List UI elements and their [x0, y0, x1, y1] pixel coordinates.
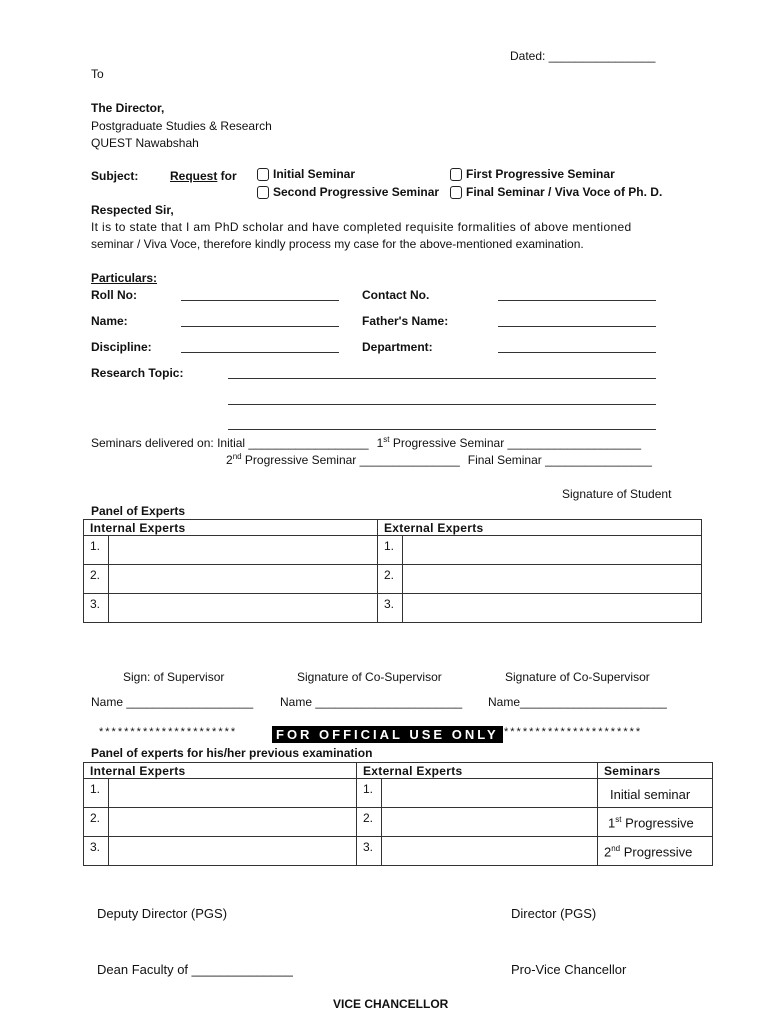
prev-external-header: External Experts [357, 763, 598, 779]
discipline-line[interactable] [181, 352, 339, 353]
subject-request [170, 169, 237, 183]
request-word: Request [170, 169, 218, 183]
option-final-seminar[interactable]: Final Seminar / Viva Voce of Ph. D. [450, 185, 662, 199]
checkbox[interactable] [450, 168, 462, 181]
prev-internal-3-cell[interactable] [109, 837, 357, 866]
internal-expert-2-cell[interactable] [109, 565, 378, 594]
deputy-director-label: Deputy Director (PGS) [97, 906, 228, 921]
address-line-3: QUEST Nawabshah [91, 136, 199, 150]
option-second-progressive[interactable]: Second Progressive Seminar [257, 185, 439, 199]
option-first-progressive[interactable]: First Progressive Seminar [450, 167, 615, 181]
co-supervisor-2-name-field[interactable]: Name______________________ [488, 695, 667, 709]
official-stars-left: ********************** [99, 726, 238, 738]
prev-external-3-cell[interactable] [382, 837, 598, 866]
checkbox[interactable] [450, 186, 462, 199]
table-row: 1. 1. Initial seminar [84, 779, 713, 808]
table-row: 3. 3. [84, 594, 702, 623]
table-row: 1. 1. [84, 536, 702, 565]
roll-no-label: Roll No: [91, 288, 137, 302]
prev-seminar-2-cell: 1st Progressive [598, 808, 713, 837]
subject-label: Subject: [91, 169, 139, 183]
internal-expert-3-cell[interactable] [109, 594, 378, 623]
table-row: 2. 2. [84, 565, 702, 594]
checkbox[interactable] [257, 186, 269, 199]
contact-no-label: Contact No. [362, 288, 430, 302]
pro-vice-chancellor-label: Pro-Vice Chancellor [511, 962, 627, 977]
external-expert-2-cell[interactable] [403, 565, 702, 594]
official-stars-right: ********************** [504, 726, 643, 738]
panel-header-row [84, 520, 702, 536]
panel-table [83, 519, 702, 623]
prev-internal-header: Internal Experts [84, 763, 357, 779]
body-line-1: It is to state that I am PhD scholar and have completed requisite formalities of above mentioned [91, 220, 632, 234]
checkbox[interactable] [257, 168, 269, 181]
contact-no-line[interactable] [498, 300, 656, 301]
roll-no-line[interactable] [181, 300, 339, 301]
department-label: Department: [362, 340, 433, 354]
fathers-name-line[interactable] [498, 326, 656, 327]
request-for: for [217, 169, 237, 183]
previous-panel-table [83, 762, 713, 866]
dated-field: Dated: ________________ [510, 49, 656, 63]
director-label: Director (PGS) [511, 906, 597, 921]
internal-expert-1-cell[interactable] [109, 536, 378, 565]
to-label: To [91, 67, 104, 81]
signature-of-student: Signature of Student [562, 487, 672, 501]
body-line-2: seminar / Viva Voce, therefore kindly process my case for the above-mentioned examination. [91, 237, 584, 251]
external-experts-header: External Experts [378, 520, 702, 536]
internal-experts-header: Internal Experts [84, 520, 378, 536]
research-topic-line-3[interactable] [228, 429, 656, 430]
research-topic-line-1[interactable] [228, 378, 656, 379]
seminars-delivered-row-2: 2nd Progressive Seminar _______________ Final Seminar ________________ [226, 452, 652, 467]
external-expert-3-cell[interactable] [403, 594, 702, 623]
co-supervisor-1-label: Signature of Co-Supervisor [297, 670, 442, 684]
address-line-2: Postgraduate Studies & Research [91, 119, 272, 133]
prev-seminar-1-cell: Initial seminar [598, 779, 713, 808]
official-use-banner: FOR OFFICIAL USE ONLY [272, 726, 503, 743]
research-topic-label: Research Topic: [91, 366, 184, 380]
prev-seminar-3-cell: 2nd Progressive [598, 837, 713, 866]
previous-panel-header-row [84, 763, 713, 779]
external-expert-1-cell[interactable] [403, 536, 702, 565]
vice-chancellor-label: VICE CHANCELLOR [333, 997, 449, 1011]
table-row: 3. 3. 2nd Progressive [84, 837, 713, 866]
research-topic-line-2[interactable] [228, 404, 656, 405]
address-line-1: The Director, [91, 101, 165, 115]
particulars-heading: Particulars: [91, 271, 158, 285]
co-supervisor-2-label: Signature of Co-Supervisor [505, 670, 650, 684]
name-line[interactable] [181, 326, 339, 327]
prev-internal-2-cell[interactable] [109, 808, 357, 837]
supervisor-sign-label: Sign: of Supervisor [123, 670, 225, 684]
table-row: 2. 2. 1st Progressive [84, 808, 713, 837]
prev-internal-1-cell[interactable] [109, 779, 357, 808]
panel-heading: Panel of Experts [91, 504, 186, 518]
option-initial-seminar[interactable]: Initial Seminar [257, 167, 355, 181]
seminars-delivered-row-1: Seminars delivered on: Initial __________________ 1st Progressive Seminar ____________________ [91, 435, 642, 450]
department-line[interactable] [498, 352, 656, 353]
discipline-label: Discipline: [91, 340, 152, 354]
name-label: Name: [91, 314, 128, 328]
fathers-name-label: Father's Name: [362, 314, 449, 328]
greeting: Respected Sir, [91, 203, 174, 217]
prev-seminars-header: Seminars [598, 763, 713, 779]
prev-external-1-cell[interactable] [382, 779, 598, 808]
supervisor-name-field[interactable]: Name ___________________ [91, 695, 254, 709]
previous-panel-heading: Panel of experts for his/her previous examination [91, 746, 373, 760]
dean-faculty-label[interactable]: Dean Faculty of ______________ [97, 962, 293, 977]
prev-external-2-cell[interactable] [382, 808, 598, 837]
co-supervisor-1-name-field[interactable]: Name ______________________ [280, 695, 463, 709]
